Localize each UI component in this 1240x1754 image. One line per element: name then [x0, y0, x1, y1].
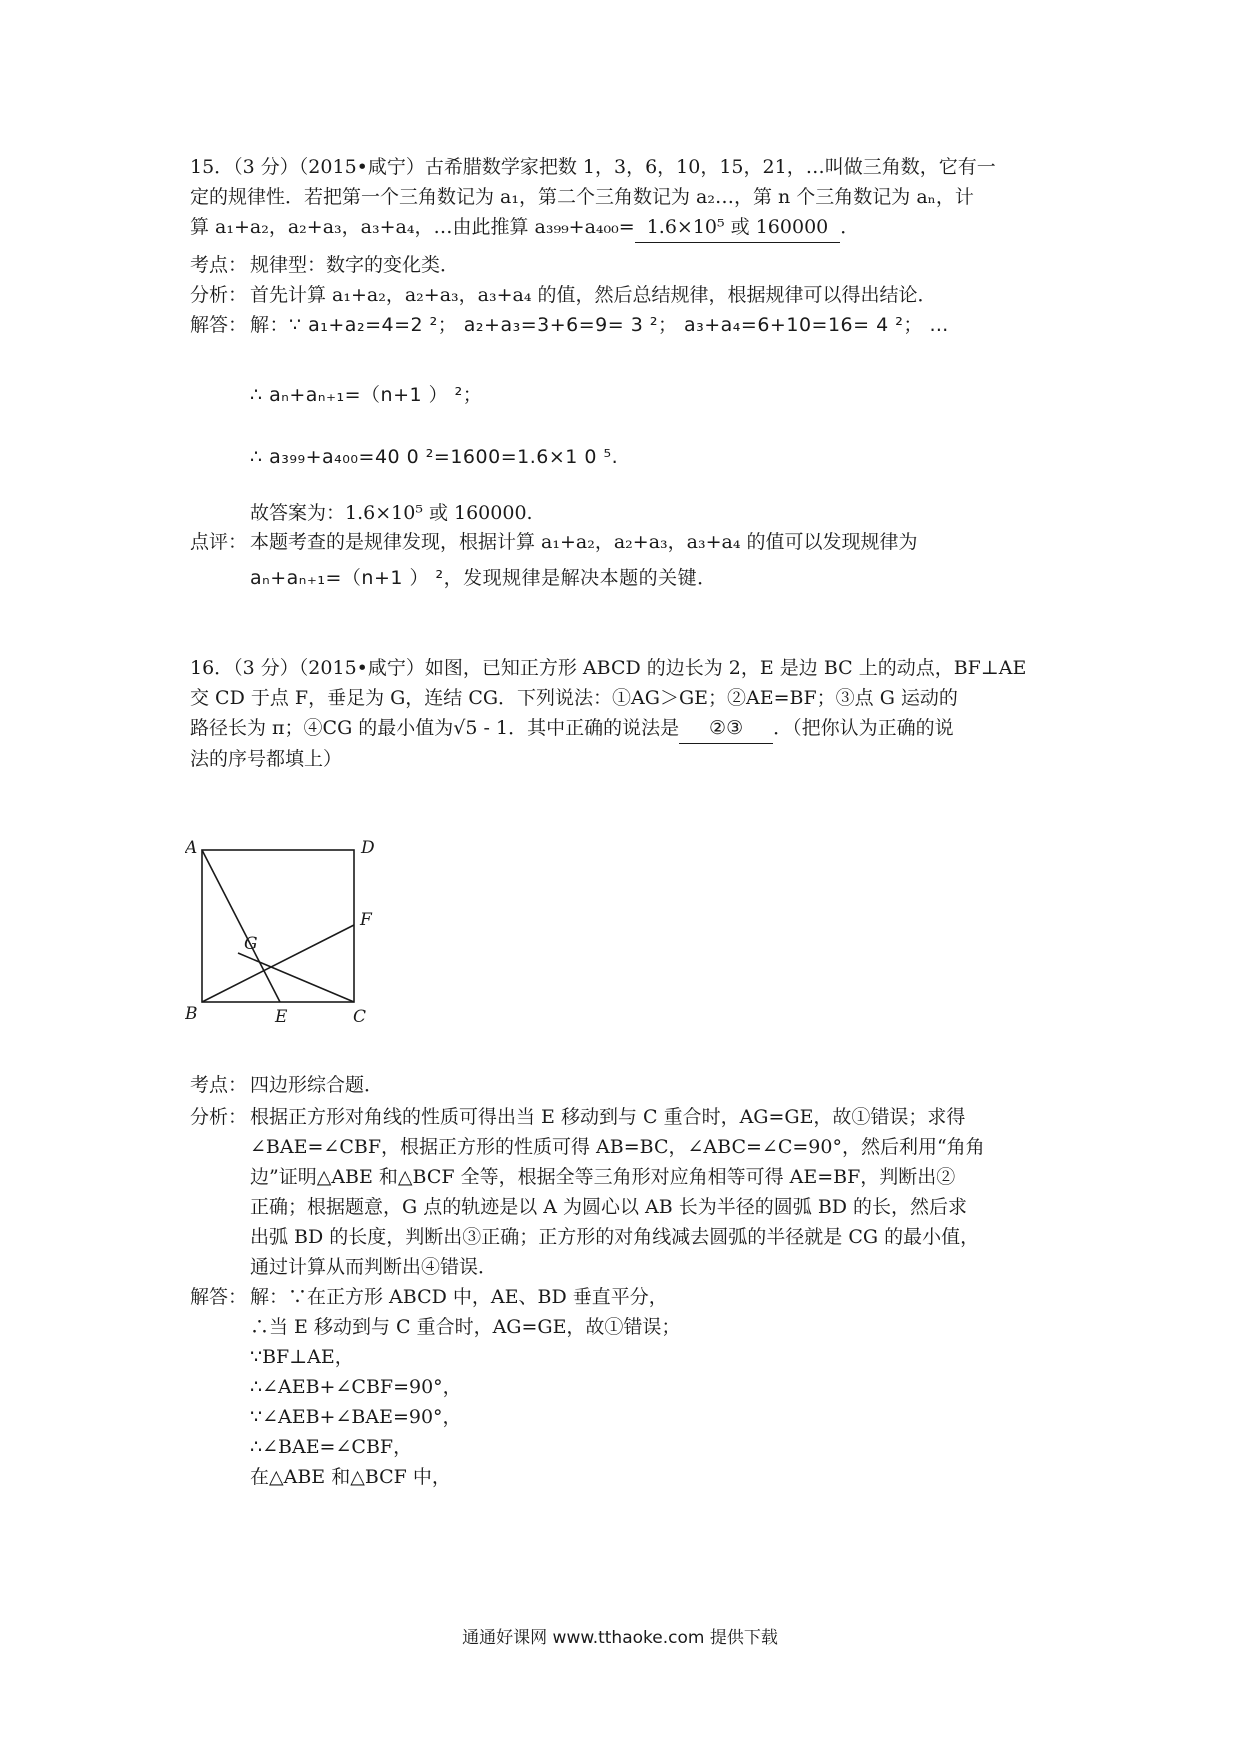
jieda-15-step-2: ∴ aₙ+aₙ₊₁=（n+1 ） ²； — [250, 384, 483, 406]
segment-bf — [202, 925, 354, 1002]
problem-16-line-3: 路径长为 π；④CG 的最小值为√5 - 1．其中正确的说法是 ②③ ．（把你认为正确的说 — [190, 713, 1070, 744]
problem-16-line-4: 法的序号都填上） — [190, 748, 343, 770]
jieda-16-line-5: ∵∠AEB+∠BAE=90°， — [250, 1406, 462, 1428]
square-figure — [185, 815, 385, 1025]
square-abcd — [202, 850, 354, 1002]
jieda-16-tag: 解答： — [190, 1286, 248, 1308]
jieda-16-line-4: ∴∠AEB+∠CBF=90°， — [250, 1376, 462, 1398]
fenxi-16-line-5: 出弧 BD 的长度，判断出③正确；正方形的对角线减去圆弧的半径就是 CG 的最小值， — [250, 1226, 980, 1248]
jieda-15-answer: 故答案为：1.6×10⁵ 或 160000. — [250, 502, 533, 524]
fenxi-16-line-2: ∠BAE=∠CBF，根据正方形的性质可得 AB=BC，∠ABC=∠C=90°，然后利用“角角 — [250, 1136, 985, 1158]
fenxi-15: 分析： 首先计算 a₁+a₂，a₂+a₃，a₃+a₄ 的值，然后总结规律，根据规律可以得出结论． — [190, 284, 937, 306]
label-g: G — [244, 934, 258, 954]
jieda-15-step-3: ∴ a₃₉₉+a₄₀₀=40 0 ²=1600=1.6×1 0 ⁵. — [250, 446, 619, 468]
label-e: E — [275, 1007, 288, 1025]
problem-15-line-3 — [190, 212, 1070, 243]
problem-15-statement — [190, 152, 1070, 243]
problem-16-line-2: 交 CD 于点 F，垂足为 G，连结 CG．下列说法：①AG＞GE；②AE=BF；③点 G 运动的 — [190, 687, 958, 709]
label-a: A — [185, 838, 198, 858]
fenxi-16-line-1: 根据正方形对角线的性质可得出当 E 移动到与 C 重合时，AG=GE，故①错误；求得 — [250, 1106, 966, 1128]
problem-15-line-3-text: 算 a₁+a₂，a₂+a₃，a₃+a₄，…由此推算 a₃₉₉+a₄₀₀= — [190, 216, 635, 238]
jieda-16-line-2: ∴当 E 移动到与 C 重合时，AG=GE，故①错误； — [250, 1316, 681, 1338]
dianping-15: 点评： 本题考查的是规律发现，根据计算 a₁+a₂，a₂+a₃，a₃+a₄ 的值可以发现规律为 — [190, 531, 918, 553]
jieda-15: 解答： 解：∵ a₁+a₂=4=2 ²； a₂+a₃=3+6=9= 3 ²； a₃+a₄=6+10=16= 4 ²； … — [190, 314, 949, 336]
dianping-15-formula: aₙ+aₙ₊₁=（n+1 ） ²，发现规律是解决本题的关键． — [250, 567, 717, 589]
kaodian-15: 考点： 规律型：数字的变化类． — [190, 254, 460, 276]
problem-15-line-3-end: ． — [840, 216, 860, 238]
jieda-16-line-7: 在△ABE 和△BCF 中， — [250, 1466, 451, 1488]
jieda-16-line-6: ∴∠BAE=∠CBF， — [250, 1436, 413, 1458]
label-c: C — [353, 1007, 367, 1025]
problem-15-line-1: 15．（3 分）（2015•咸宁）古希腊数学家把数 1，3，6，10，15，21，…叫做三角数，它有一 — [190, 156, 996, 178]
fenxi-16-line-6: 通过计算从而判断出④错误． — [250, 1256, 498, 1278]
problem-16-statement — [190, 653, 1070, 774]
problem-15-solution — [190, 250, 1070, 340]
problem-15-answer: 1.6×10⁵ 或 160000 — [635, 212, 841, 243]
fenxi-16-line-3: 边”证明△ABE 和△BCF 全等，根据全等三角形对应角相等可得 AE=BF，判断出② — [250, 1166, 956, 1188]
jieda-16-line-1: 解：∵在正方形 ABCD 中，AE、BD 垂直平分， — [250, 1286, 668, 1308]
problem-16-line-1: 16．（3 分）（2015•咸宁）如图，已知正方形 ABCD 的边长为 2，E 是边 BC 上的动点，BF⊥AE — [190, 657, 1027, 679]
segment-gc — [238, 953, 354, 1002]
jieda-16-line-3: ∵BF⊥AE， — [250, 1346, 354, 1368]
problem-15-line-2: 定的规律性．若把第一个三角数记为 a₁，第二个三角数记为 a₂…，第 n 个三角数记为 aₙ，计 — [190, 186, 974, 208]
footer-text: 通通好课网 www.tthaoke.com 提供下载 — [462, 1628, 778, 1648]
segment-ae — [202, 850, 280, 1002]
fenxi-16-tag: 分析： — [190, 1106, 248, 1128]
label-b: B — [185, 1004, 198, 1024]
label-f: F — [360, 910, 372, 930]
kaodian-16-tag: 考点： — [190, 1074, 248, 1096]
label-d: D — [361, 838, 375, 858]
problem-16-answer: ②③ — [679, 713, 773, 744]
kaodian-16: 四边形综合题． — [250, 1074, 384, 1096]
fenxi-16-line-4: 正确；根据题意，G 点的轨迹是以 A 为圆心以 AB 长为半径的圆弧 BD 的长，然后求 — [250, 1196, 968, 1218]
problem-16-solution — [190, 1070, 1070, 1492]
